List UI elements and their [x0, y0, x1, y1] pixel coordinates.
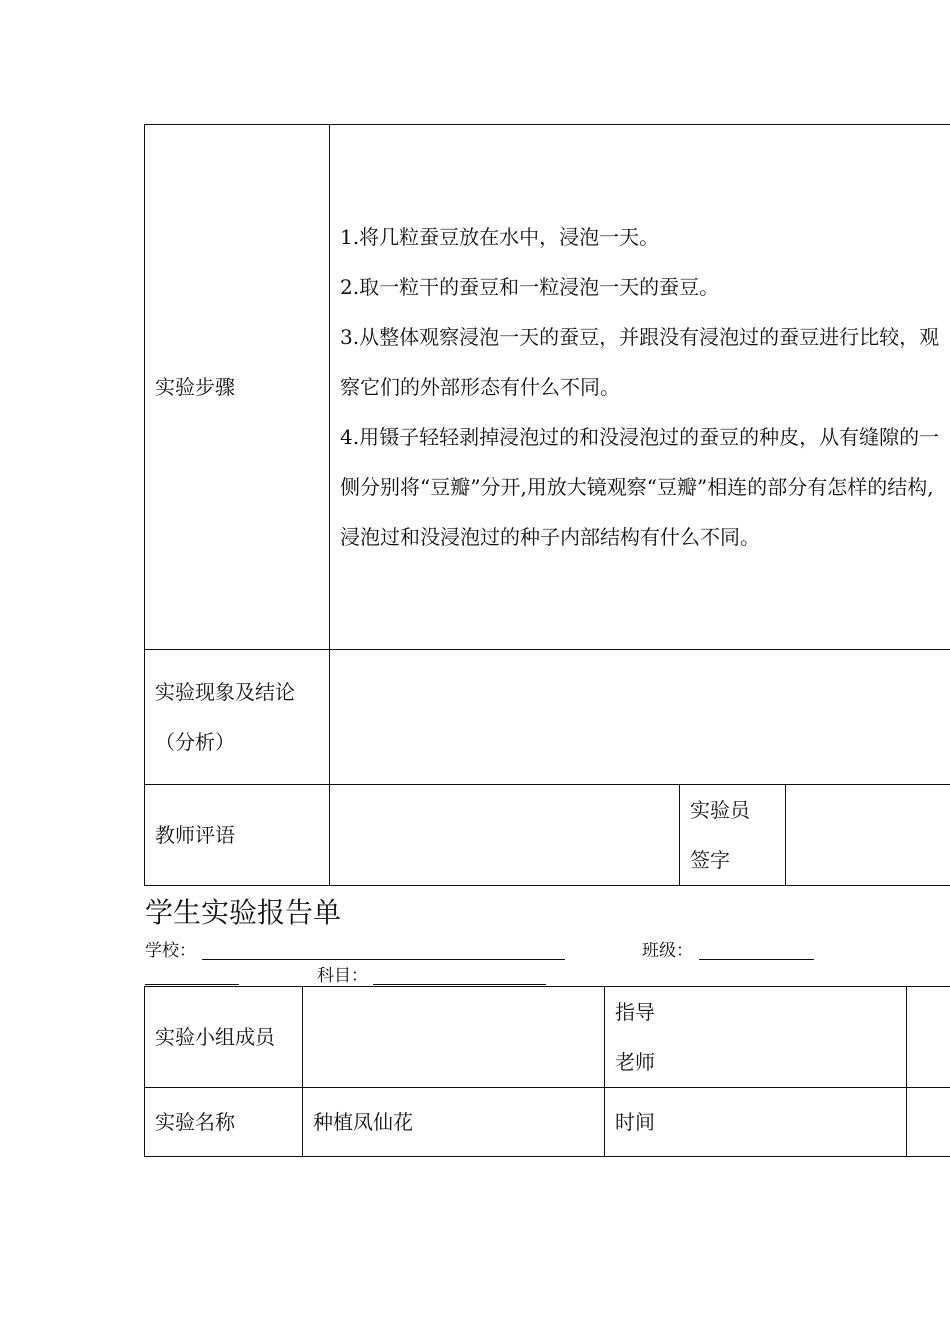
teacher-row: [145, 785, 950, 886]
guide-label-line1: 指导: [615, 1000, 655, 1024]
guide-teacher-cell: [907, 987, 950, 1088]
result-label-line2: （分析）: [155, 730, 235, 754]
subject-label: 科目：: [317, 966, 368, 986]
steps-row: [145, 125, 950, 650]
class-blank-continued: [145, 984, 239, 985]
result-label: [145, 650, 330, 785]
experimenter-label: [680, 785, 786, 886]
result-label-line1: 实验现象及结论: [155, 680, 295, 704]
step-item: 1.将几粒蚕豆放在水中，浸泡一天。: [340, 225, 660, 249]
time-cell: [907, 1088, 950, 1157]
name-row: [145, 1088, 950, 1157]
experiment-table: [144, 124, 950, 886]
steps-cell: [330, 125, 950, 650]
step-item: 4.用镊子轻轻剥掉浸泡过的和没浸泡过的蚕豆的种皮，从有缝隙的一侧分别将“豆瓣”分开,用放大镜观察“豆瓣”相连的部分有怎样的结构,浸泡过和没浸泡过的种子内部结构有什么不同。: [340, 425, 940, 549]
step-item: 3.从整体观察浸泡一天的蚕豆，并跟没有浸泡过的蚕豆进行比较，观察它们的外部形态有什么不同。: [340, 325, 940, 399]
time-label: 时间: [605, 1088, 907, 1157]
experimenter-label-line1: 实验员: [690, 798, 750, 822]
teacher-comment-cell: [330, 785, 680, 886]
steps-label: 实验步骤: [145, 125, 330, 650]
class-blank: [699, 959, 814, 960]
guide-label-line2: 老师: [615, 1050, 655, 1074]
members-label: 实验小组成员: [145, 987, 303, 1088]
subject-blank: [373, 984, 546, 985]
report-table: [144, 986, 950, 1157]
step-item: 2.取一粒干的蚕豆和一粒浸泡一天的蚕豆。: [340, 275, 720, 299]
school-label: 学校：: [145, 941, 196, 961]
members-cell: [303, 987, 605, 1088]
members-row: [145, 987, 950, 1088]
report-title: 学生实验报告单: [145, 896, 342, 929]
class-label: 班级：: [642, 941, 693, 961]
result-cell: [330, 650, 950, 785]
guide-teacher-label: [605, 987, 907, 1088]
school-blank: [202, 959, 565, 960]
experimenter-label-line2: 签字: [690, 848, 730, 872]
teacher-label: 教师评语: [145, 785, 330, 886]
result-row: [145, 650, 950, 785]
experiment-name-value: 种植凤仙花: [303, 1088, 605, 1157]
experiment-name-label: 实验名称: [145, 1088, 303, 1157]
experimenter-signature-cell: [786, 785, 950, 886]
